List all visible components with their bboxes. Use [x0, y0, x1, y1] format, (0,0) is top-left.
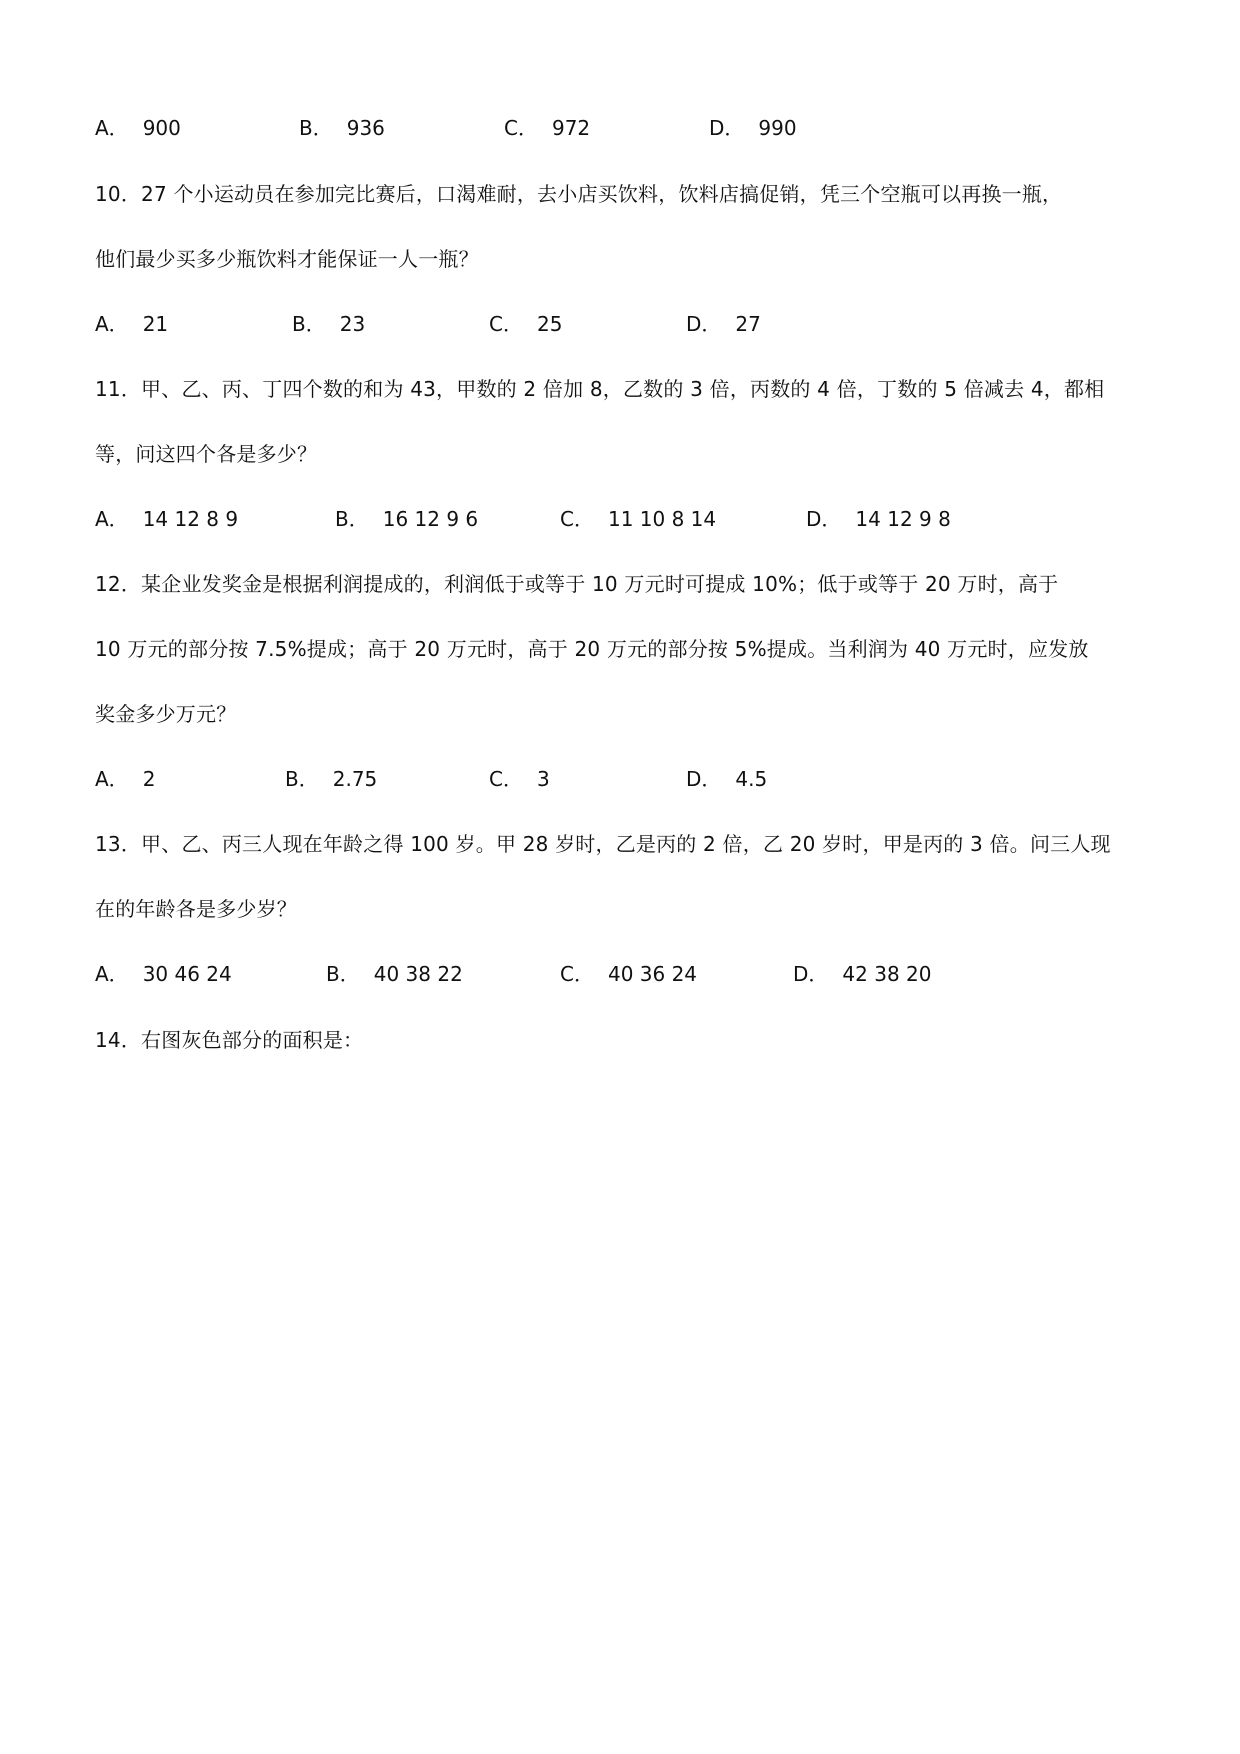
option-a [95, 765, 155, 793]
option-d [806, 505, 951, 533]
option-value: 900 [142, 116, 181, 140]
option-letter: C． [560, 507, 594, 531]
option-value: 25 [536, 312, 563, 336]
option-b [292, 310, 365, 338]
question-12-line-2: 10 万元的部分按 7.5%提成；高于 20 万元时，高于 20 万元的部分按 5%提成。当利润为 40 万元时，应发放 [95, 637, 1089, 661]
option-value: 14 12 9 8 [855, 507, 951, 531]
option-value: 42 38 20 [842, 962, 932, 986]
option-letter: D． [793, 962, 829, 986]
option-value: 16 12 9 6 [382, 507, 479, 531]
option-letter: D． [806, 507, 842, 531]
option-value: 2 [142, 767, 156, 791]
option-a [95, 960, 232, 988]
question-11-line-1: 11．甲、乙、丙、丁四个数的和为 43，甲数的 2 倍加 8，乙数的 3 倍，丙数的 4 倍，丁数的 5 倍减去 4，都相 [95, 377, 1105, 401]
option-letter: B． [299, 116, 333, 140]
option-letter: A． [95, 507, 129, 531]
option-d [793, 960, 931, 988]
option-a [95, 505, 238, 533]
option-value: 2.75 [332, 767, 378, 791]
option-value: 14 12 8 9 [142, 507, 239, 531]
question-11-line-2: 等，问这四个各是多少？ [95, 442, 318, 466]
option-value: 990 [758, 116, 797, 140]
option-value: 40 36 24 [607, 962, 698, 986]
option-letter: C． [489, 312, 523, 336]
option-letter: D． [686, 767, 722, 791]
option-c [504, 114, 590, 142]
option-letter: A． [95, 767, 129, 791]
option-value: 30 46 24 [142, 962, 232, 986]
option-value: 936 [346, 116, 385, 140]
option-value: 4.5 [735, 767, 768, 791]
option-value: 3 [536, 767, 550, 791]
option-value: 40 38 22 [373, 962, 463, 986]
option-c [489, 310, 562, 338]
option-value: 11 10 8 14 [607, 507, 717, 531]
option-value: 972 [551, 116, 591, 140]
option-letter: D． [709, 116, 745, 140]
question-10-line-2: 他们最少买多少瓶饮料才能保证一人一瓶？ [95, 247, 479, 271]
option-d [686, 310, 761, 338]
option-letter: C． [489, 767, 523, 791]
option-letter: A． [95, 116, 129, 140]
question-10-line-1: 10．27 个小运动员在参加完比赛后，口渴难耐，去小店买饮料，饮料店搞促销，凭三个空瓶可以再换一瓶， [95, 182, 1063, 206]
option-b [326, 960, 463, 988]
question-12-line-3: 奖金多少万元？ [95, 702, 237, 726]
option-letter: B． [326, 962, 360, 986]
option-b [335, 505, 478, 533]
question-13-line-1: 13．甲、乙、丙三人现在年龄之得 100 岁。甲 28 岁时，乙是丙的 2 倍，乙 20 岁时，甲是丙的 3 倍。问三人现 [95, 832, 1111, 856]
option-value: 27 [735, 312, 761, 336]
option-letter: A． [95, 962, 129, 986]
option-b [285, 765, 377, 793]
option-letter: D． [686, 312, 722, 336]
option-value: 23 [339, 312, 366, 336]
option-letter: B． [285, 767, 319, 791]
option-d [709, 114, 797, 142]
option-c [560, 960, 697, 988]
question-13-line-2: 在的年龄各是多少岁？ [95, 897, 297, 921]
option-value: 21 [142, 312, 169, 336]
question-14-line-1: 14．右图灰色部分的面积是： [95, 1028, 364, 1052]
option-b [299, 114, 385, 142]
option-letter: C． [504, 116, 538, 140]
option-a [95, 310, 168, 338]
option-d [686, 765, 767, 793]
option-letter: C． [560, 962, 594, 986]
option-letter: B． [292, 312, 326, 336]
option-letter: B． [335, 507, 369, 531]
question-12-line-1: 12．某企业发奖金是根据利润提成的，利润低于或等于 10 万元时可提成 10%；低于或等于 20 万时，高于 [95, 572, 1059, 596]
option-letter: A． [95, 312, 129, 336]
option-c [560, 505, 716, 533]
option-a [95, 114, 181, 142]
option-c [489, 765, 550, 793]
